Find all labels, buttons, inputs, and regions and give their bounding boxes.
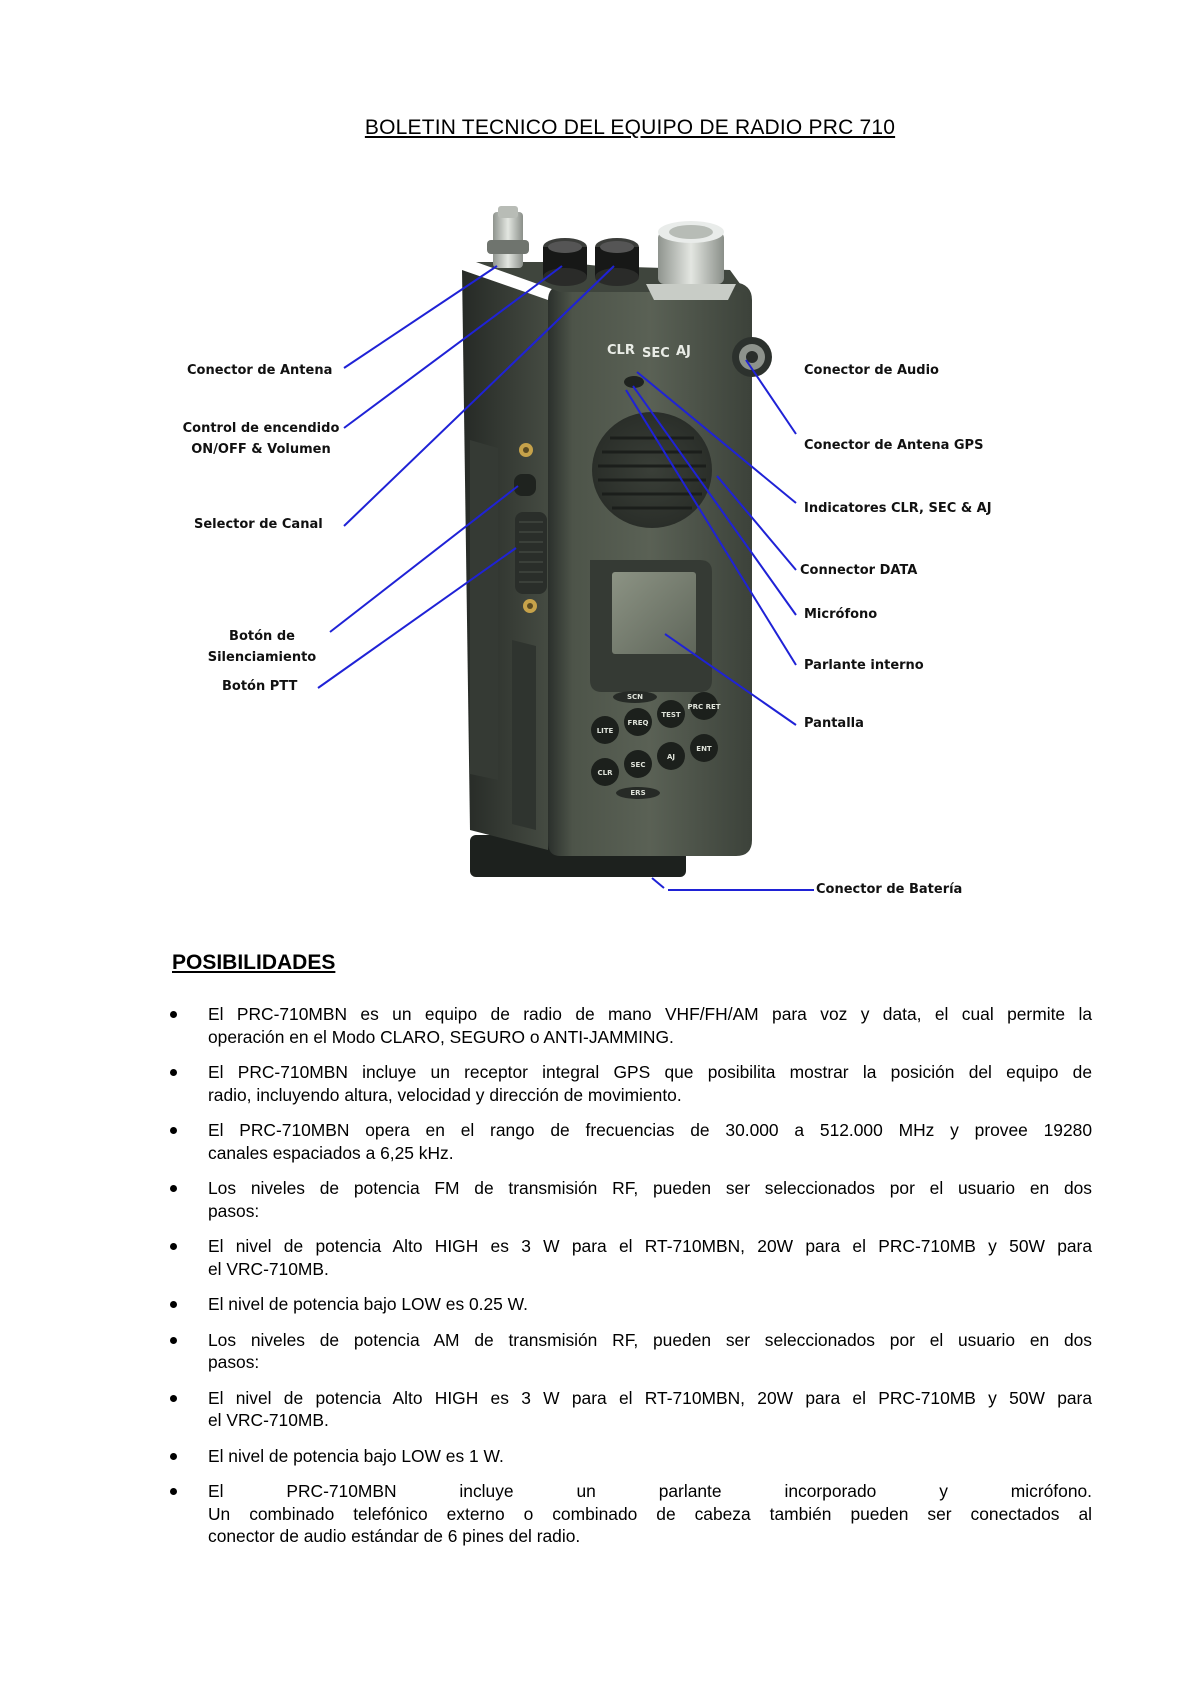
callout-screen: Pantalla: [804, 716, 864, 731]
bullet-icon: [170, 1337, 177, 1344]
callout-squelch-line1: Botón de: [229, 629, 295, 644]
list-item: [168, 1003, 1092, 1048]
list-item-line: conector de audio estándar de 6 pines del radio.: [208, 1526, 581, 1546]
list-item-line: el VRC-710MB.: [208, 1258, 329, 1279]
bullet-icon: [170, 1185, 177, 1192]
list-item: [168, 1061, 1092, 1106]
callout-battery-connector: Conector de Batería: [816, 882, 963, 897]
callout-microphone: Micrófono: [804, 607, 878, 622]
key-label-scn: SCN: [626, 693, 644, 701]
list-item-line: operación en el Modo CLARO, SEGURO o ANTI-JAMMING.: [208, 1026, 674, 1047]
list-item: [168, 1445, 1092, 1468]
bullet-icon: [170, 1127, 177, 1134]
list-item-line: El nivel de potencia bajo LOW es 0.25 W.: [208, 1294, 528, 1314]
key-ent: ENT: [696, 745, 712, 753]
list-item-line: canales espaciados a 6,25 kHz.: [208, 1142, 454, 1163]
callout-channel-selector: Selector de Canal: [194, 517, 323, 532]
key-test: TEST: [661, 711, 681, 719]
list-item-line: El PRC-710MBN incluye un receptor integral GPS que posibilita mostrar la posición del equipo de: [208, 1062, 1092, 1082]
list-item: [168, 1293, 1092, 1316]
bullet-icon: [170, 1453, 177, 1460]
bullet-icon: [170, 1488, 177, 1495]
callout-gps-antenna: Conector de Antena GPS: [804, 438, 984, 453]
key-prc-ret: PRC RET: [687, 703, 721, 711]
callout-data-connector: Connector DATA: [800, 563, 918, 578]
list-item-line: El PRC-710MBN opera en el rango de frecuencias de 30.000 a 512.000 MHz y provee 19280: [208, 1120, 1092, 1140]
list-item-line: radio, incluyendo altura, velocidad y dirección de movimiento.: [208, 1084, 682, 1105]
key-aj: AJ: [666, 753, 676, 761]
key-label-ers: ERS: [630, 789, 646, 797]
callout-power-line1: Control de encendido: [182, 421, 340, 436]
list-item-line: El PRC-710MBN es un equipo de radio de mano VHF/FH/AM para voz y data, el cual permite la: [208, 1004, 1092, 1024]
device-label-sec: SEC: [642, 346, 670, 361]
callout-internal-speaker: Parlante interno: [804, 658, 924, 673]
device-label-aj: AJ: [676, 344, 691, 359]
list-item-line: Un combinado telefónico externo o combinado de cabeza también pueden ser conectados al: [208, 1503, 1092, 1524]
list-item-line: pasos:: [208, 1200, 260, 1221]
callout-audio-connector: Conector de Audio: [804, 363, 939, 378]
list-item-line: Los niveles de potencia FM de transmisión RF, pueden ser seleccionados por el usuario en dos: [208, 1178, 1092, 1198]
key-lite: LITE: [596, 727, 614, 735]
bullet-icon: [170, 1243, 177, 1250]
bullet-icon: [170, 1011, 177, 1018]
callout-power-line2: ON/OFF & Volumen: [191, 442, 331, 457]
list-item-line: El nivel de potencia Alto HIGH es 3 W para el RT-710MBN, 20W para el PRC-710MB y 50W para: [208, 1387, 1092, 1408]
key-clr: CLR: [597, 769, 613, 777]
list-item: [168, 1119, 1092, 1164]
key-freq: FREQ: [627, 719, 649, 727]
list-item-line: El nivel de potencia Alto HIGH es 3 W para el RT-710MBN, 20W para el PRC-710MB y 50W para: [208, 1236, 1092, 1256]
callout-squelch-button: [198, 626, 326, 668]
key-sec: SEC: [630, 761, 646, 769]
list-item-line: El nivel de potencia bajo LOW es 1 W.: [208, 1445, 504, 1466]
list-item-line: El PRC-710MBN incluye un parlante incorporado y micrófono.: [208, 1481, 1092, 1501]
capabilities-list: [168, 1003, 1092, 1561]
bullet-icon: [170, 1395, 177, 1402]
display-screen: [612, 572, 696, 654]
list-item: [168, 1177, 1092, 1222]
bullet-icon: [170, 1069, 177, 1076]
list-item: [168, 1329, 1092, 1374]
list-item-line: pasos:: [208, 1352, 260, 1372]
callout-indicators: Indicatores CLR, SEC & AJ: [804, 501, 992, 516]
list-item: [168, 1387, 1092, 1432]
callout-ptt-button: Botón PTT: [222, 679, 298, 694]
device-label-clr: CLR: [607, 343, 635, 358]
section-heading: POSIBILIDADES: [172, 951, 336, 974]
callout-antenna-connector: Conector de Antena: [187, 363, 333, 378]
list-item-line: el VRC-710MB.: [208, 1410, 329, 1430]
document-title: BOLETIN TECNICO DEL EQUIPO DE RADIO PRC 710: [364, 116, 896, 139]
list-item: [168, 1235, 1092, 1280]
list-item-line: Los niveles de potencia AM de transmisión RF, pueden ser seleccionados por el usuario en dos: [208, 1329, 1092, 1350]
callout-power-volume: [175, 418, 347, 460]
callout-squelch-line2: Silenciamiento: [207, 650, 317, 665]
squelch-button: [514, 474, 536, 496]
bullet-icon: [170, 1301, 177, 1308]
list-item: [168, 1480, 1092, 1548]
